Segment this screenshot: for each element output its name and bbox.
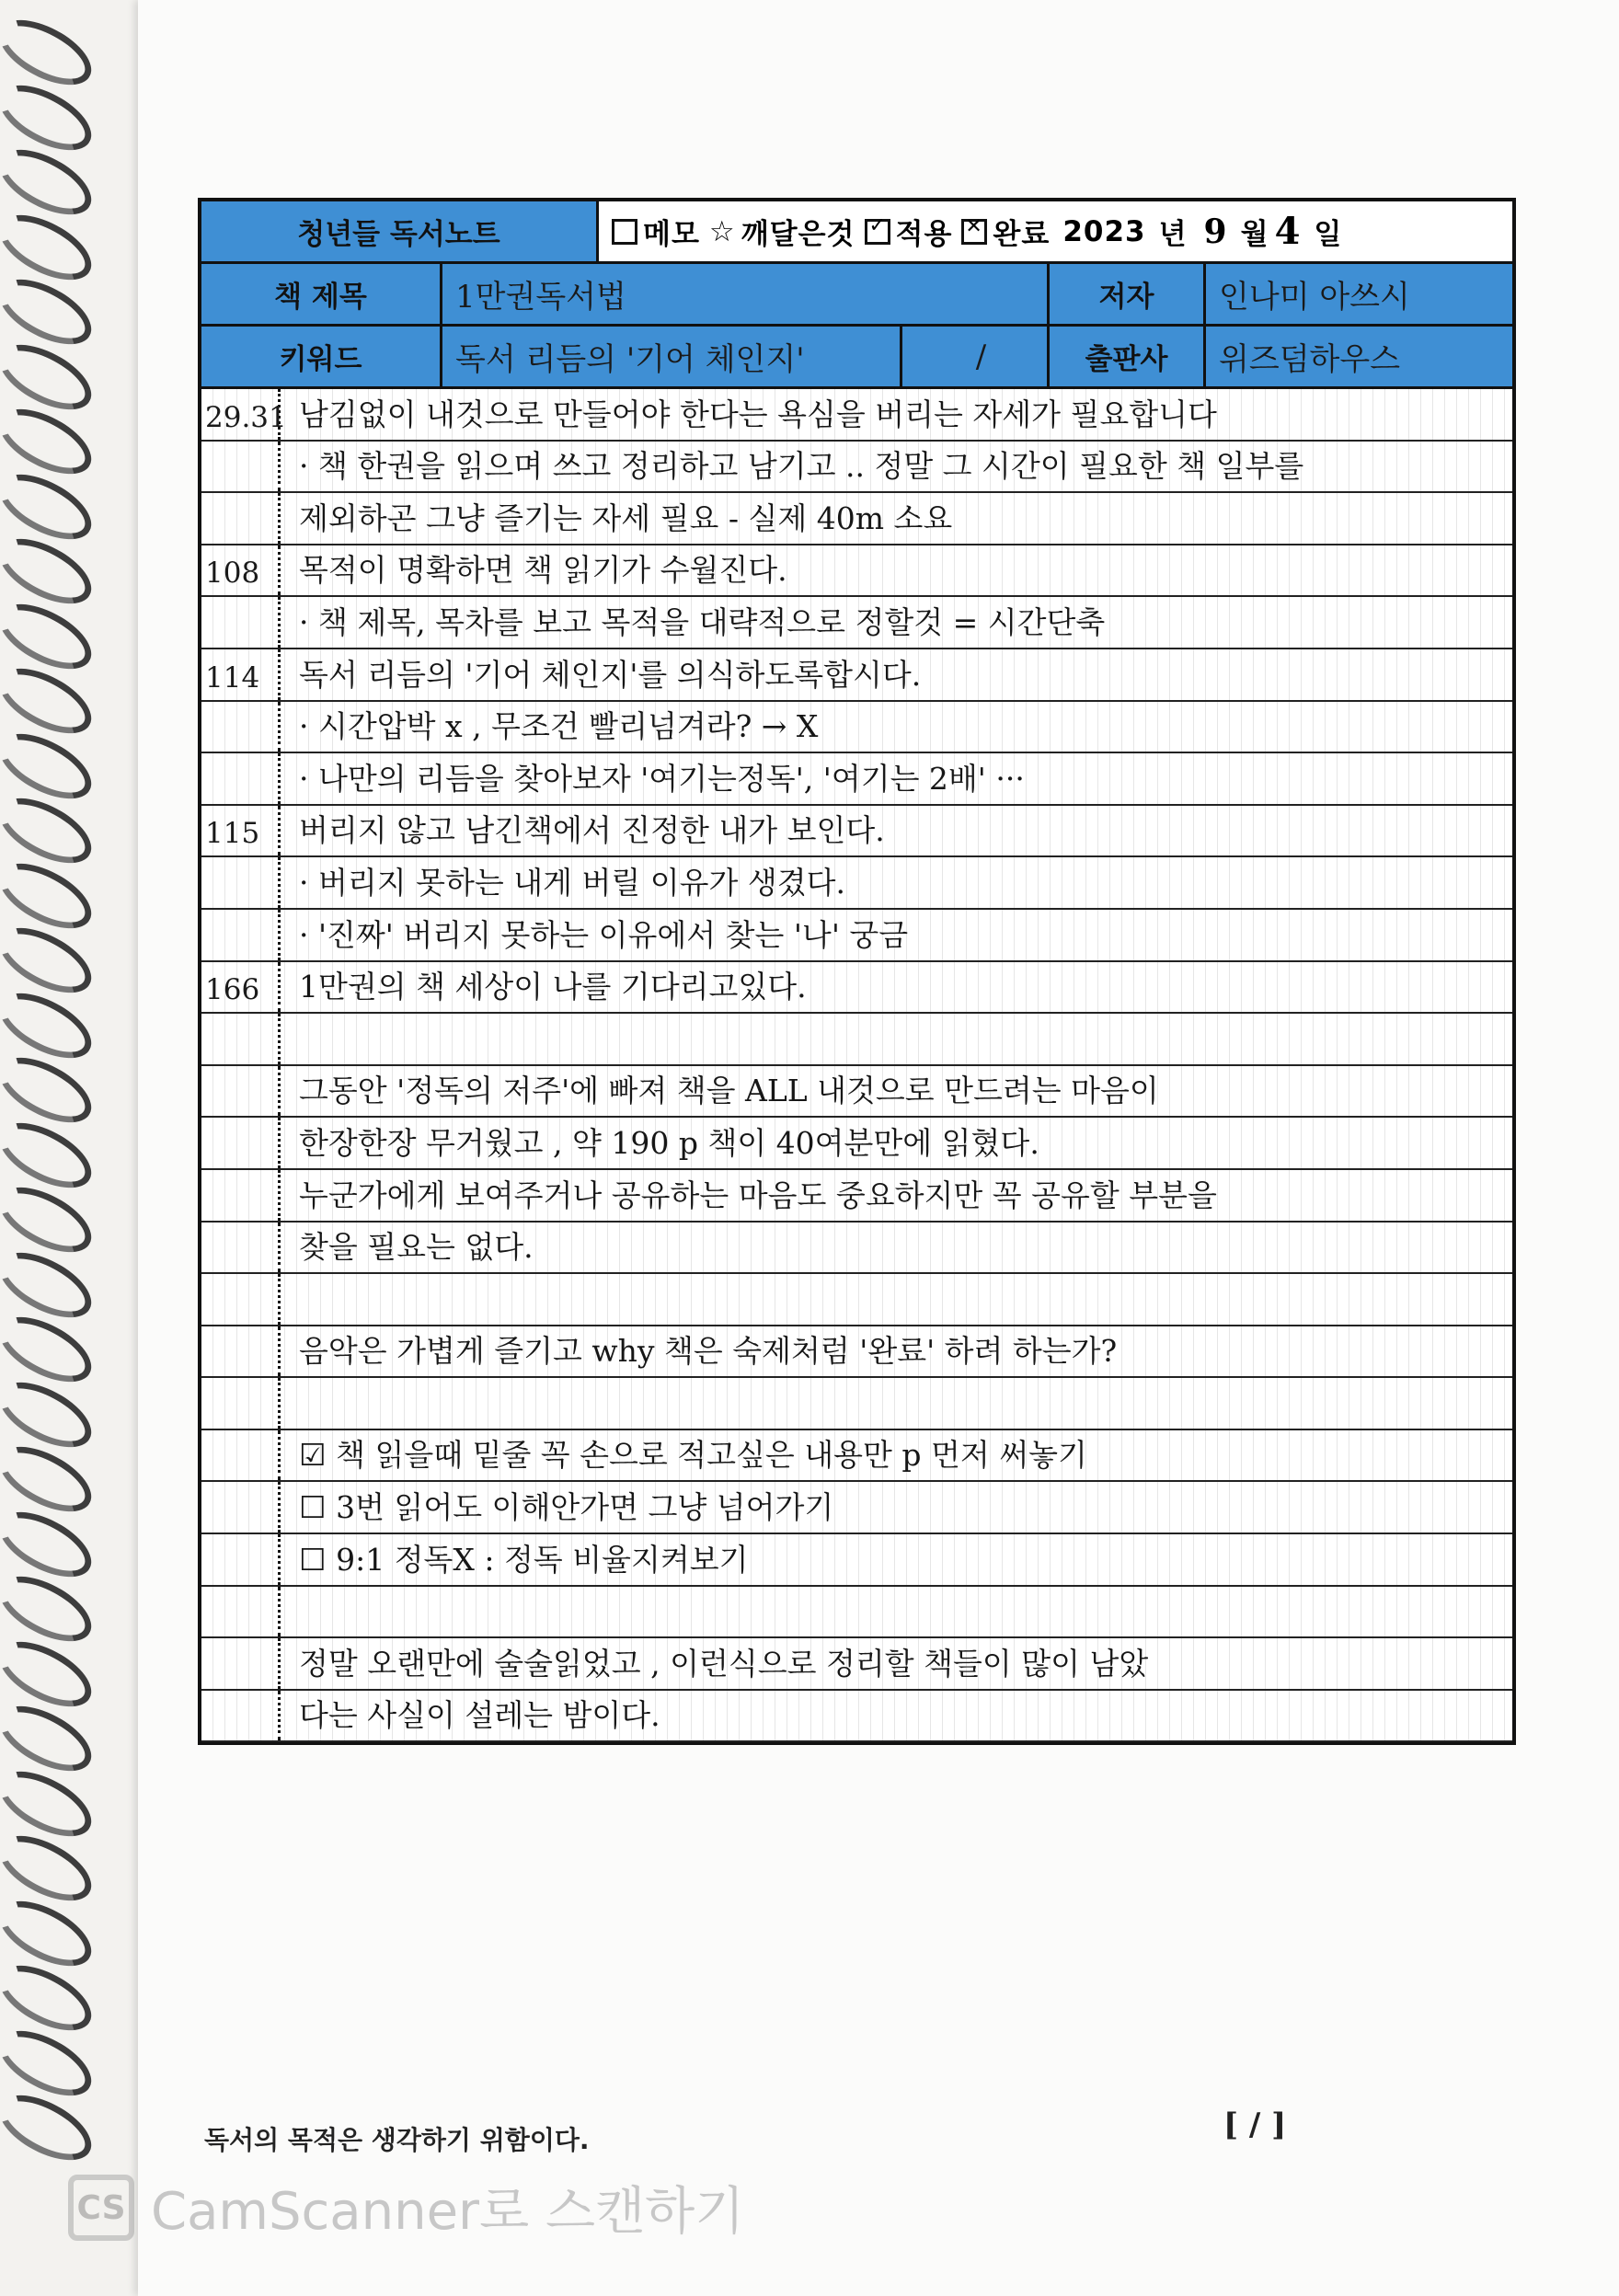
note-line — [201, 649, 1512, 702]
title-row — [201, 264, 1512, 327]
note-line — [201, 1587, 1512, 1639]
page-number — [201, 857, 281, 908]
note-line — [201, 493, 1512, 545]
note-line — [201, 1534, 1512, 1587]
note-text: · 책 제목, 목차를 보고 목적을 대략적으로 정할것 = 시간단축 — [299, 603, 1106, 640]
publisher-label: 출판사 — [1050, 327, 1206, 386]
note-text — [281, 1587, 1512, 1637]
note-text: 그동안 '정독의 저주'에 빠져 책을 ALL 내것으로 만드려는 마음이 — [299, 1073, 1159, 1109]
page-number — [201, 1170, 281, 1221]
note-line — [201, 702, 1512, 754]
note-line — [201, 1482, 1512, 1534]
memo-checkbox[interactable] — [612, 219, 637, 245]
note-text: ☐ 3번 읽어도 이해안가면 그냥 넘어가기 — [299, 1489, 834, 1526]
page-number — [201, 1378, 281, 1429]
note-text: · 시간압박 x , 무조건 빨리넘겨라? → X — [299, 708, 819, 745]
note-text: 버리지 않고 남긴책에서 진정한 내가 보인다. — [299, 812, 885, 849]
note-line — [201, 545, 1512, 598]
note-line — [201, 442, 1512, 494]
note-line — [201, 1223, 1512, 1275]
star-icon: ☆ — [708, 214, 736, 248]
page-number — [201, 1118, 281, 1168]
publisher-value: 위즈덤하우스 — [1206, 327, 1512, 386]
camscanner-watermark — [68, 2171, 744, 2244]
year-label: 년 — [1158, 218, 1188, 251]
reading-note-sheet — [198, 198, 1516, 1745]
note-text: 다는 사실이 설레는 밤이다. — [299, 1697, 660, 1734]
page-number — [201, 910, 281, 960]
keyword-label: 키워드 — [201, 327, 442, 386]
note-text: 남김없이 내것으로 만들어야 한다는 욕심을 버리는 자세가 필요합니다 — [299, 396, 1217, 432]
spiral-ring — [0, 2082, 101, 2173]
page-number — [201, 442, 281, 492]
note-line — [201, 597, 1512, 649]
keyword-separator: / — [902, 327, 1050, 386]
page-number: 115 — [201, 806, 281, 856]
memo-label: 메모 — [643, 218, 700, 251]
day-label: 일 — [1314, 218, 1343, 251]
page-indicator: [ / ] — [1223, 2107, 1287, 2143]
page-number — [201, 1534, 281, 1585]
page-number — [201, 753, 281, 804]
title-value: 1만권독서법 — [442, 264, 1050, 324]
date-day: 4 — [1274, 210, 1302, 253]
insight-label: 깨달은것 — [741, 218, 855, 251]
note-line — [201, 389, 1512, 442]
page-number — [201, 1482, 281, 1533]
note-line — [201, 910, 1512, 962]
note-text — [281, 1378, 1512, 1429]
note-line — [201, 806, 1512, 858]
note-text: · 책 한권을 읽으며 쓰고 정리하고 남기고 .. 정말 그 시간이 필요한 책 일부를 — [299, 448, 1304, 485]
note-text: 독서 리듬의 '기어 체인지'를 의식하도록합시다. — [299, 656, 922, 693]
note-text — [281, 1274, 1512, 1325]
page-number: 166 — [201, 962, 281, 1013]
month-label: 월 — [1240, 218, 1269, 251]
note-text: 1만권의 책 세상이 나를 기다리고있다. — [299, 969, 807, 1005]
header-row — [201, 201, 1512, 264]
page-number: 108 — [201, 545, 281, 596]
note-lines — [201, 389, 1512, 1742]
note-text: 제외하곤 그냥 즐기는 자세 필요 - 실제 40m 소요 — [299, 499, 953, 536]
note-line — [201, 1326, 1512, 1379]
keyword-value: 독서 리듬의 '기어 체인지' — [442, 327, 902, 386]
page-number: 29.31 — [201, 389, 281, 440]
keyword-row — [201, 327, 1512, 389]
page-number — [201, 597, 281, 648]
page-number — [201, 702, 281, 752]
author-label: 저자 — [1050, 264, 1206, 324]
complete-checkbox[interactable] — [961, 219, 987, 245]
note-line — [201, 1066, 1512, 1119]
apply-checkbox[interactable] — [865, 219, 890, 245]
page-number — [201, 1014, 281, 1064]
note-text: 정말 오랜만에 술술읽었고 , 이런식으로 정리할 책들이 많이 남았 — [299, 1645, 1149, 1682]
note-text: · '진짜' 버리지 못하는 이유에서 찾는 '나' 궁금 — [299, 916, 909, 953]
note-text: 목적이 명확하면 책 읽기가 수월진다. — [299, 552, 787, 589]
date-year: 2023 — [1062, 214, 1146, 248]
notebook-title: 청년들 독서노트 — [201, 201, 599, 261]
note-text: 한장한장 무거웠고 , 약 190 p 책이 40여분만에 읽혔다. — [299, 1124, 1039, 1161]
page-number — [201, 1326, 281, 1377]
apply-label: 적용 — [895, 218, 953, 251]
note-line — [201, 1118, 1512, 1170]
note-text: 음악은 가볍게 즐기고 why 책은 숙제처럼 '완료' 하려 하는가? — [299, 1333, 1118, 1370]
note-text: 누군가에게 보여주거나 공유하는 마음도 중요하지만 꼭 공유할 부분을 — [299, 1177, 1217, 1213]
page-number — [201, 1587, 281, 1637]
footer-motto: 독서의 목적은 생각하기 위함이다. — [204, 2125, 590, 2155]
note-line — [201, 1014, 1512, 1066]
watermark-text: CamScanner로 스캔하기 — [151, 2182, 745, 2242]
note-line — [201, 1430, 1512, 1483]
page-number — [201, 1430, 281, 1481]
page-number: 114 — [201, 649, 281, 700]
note-text: 찾을 필요는 없다. — [299, 1229, 534, 1266]
spiral-binding — [0, 28, 101, 2171]
note-line — [201, 1378, 1512, 1430]
note-line — [201, 857, 1512, 910]
note-text — [281, 1014, 1512, 1064]
note-line — [201, 1638, 1512, 1691]
date-month: 9 — [1203, 212, 1228, 251]
title-label: 책 제목 — [201, 264, 442, 324]
note-text: ☐ 9:1 정독X : 정독 비율지켜보기 — [299, 1541, 749, 1578]
page-number — [201, 1066, 281, 1117]
page-number — [201, 1223, 281, 1273]
note-line — [201, 1691, 1512, 1743]
note-line — [201, 962, 1512, 1015]
author-value: 인나미 아쓰시 — [1206, 264, 1512, 324]
note-text: · 나만의 리듬을 찾아보자 '여기는정독', '여기는 2배' ··· — [299, 760, 1025, 797]
page-number — [201, 1274, 281, 1325]
page-number — [201, 1638, 281, 1689]
page-number — [201, 493, 281, 544]
note-line — [201, 753, 1512, 806]
camscanner-logo: CS — [68, 2175, 134, 2241]
note-line — [201, 1170, 1512, 1223]
note-line — [201, 1274, 1512, 1326]
page-number — [201, 1691, 281, 1741]
status-options — [599, 201, 1512, 261]
note-text: · 버리지 못하는 내게 버릴 이유가 생겼다. — [299, 864, 845, 901]
note-text: ☑ 책 읽을때 밑줄 꼭 손으로 적고싶은 내용만 p 먼저 써놓기 — [299, 1437, 1087, 1474]
complete-label: 완료 — [993, 218, 1051, 251]
